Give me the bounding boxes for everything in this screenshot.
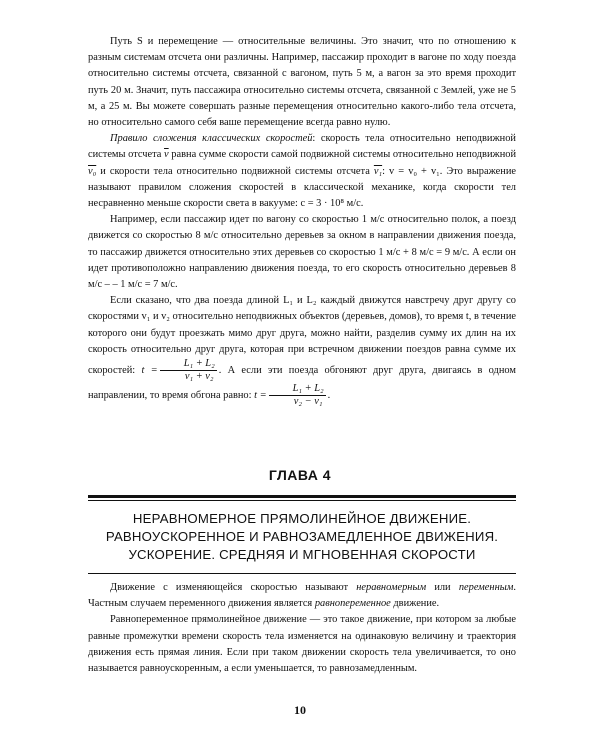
formula-numerator: L₁ + L₂ (269, 383, 326, 396)
paragraph-relative-path: Путь S и перемещение — относительные величины. Это значит, что по отношению к разным системам отсчета они различны. Например, пассажир проходит в вагоне по ходу поезда относительно системы отсчета, связанной с вагоном, путь 5 м, а вагон за это время проходит путь 20 м. Значит, путь пассажира относительно системы отсчета, связанной с Землей, уже не 5 м, а 25 м. Вы можете совершать разные перемещения относительно какого-либо тела отсчета, но относительно самого себя ваше перемещение всегда равно нулю. (88, 36, 516, 129)
body-text-top (88, 34, 516, 408)
formula-t1-fraction (160, 358, 217, 383)
text-fragment: : v = v₀ + v₁. Это выражение называют правилом сложения скоростей в классической механике, когда скорости тел несравненно меньше скорости света в вакууме: c = 3 · 10⁸ м/с. (88, 165, 517, 210)
text-fragment: : скорость тела относительно неподвижной системы отсчета (88, 133, 516, 161)
term-nonuniform: неравномерным (356, 582, 427, 593)
formula-denominator: v₁ + v₂ (184, 371, 214, 383)
divider-thin (88, 500, 516, 501)
paragraph-two-trains (88, 293, 516, 408)
text-fragment: движение. (390, 598, 440, 610)
text-fragment: . А если эти поезда обгоняют друг друга, двигаясь в одном направлении, то время обгона равно: (88, 364, 516, 401)
text-fragment: или (426, 582, 459, 593)
symbol-v1: v₁ (373, 165, 383, 177)
symbol-v0: v₀ (88, 165, 97, 177)
term-variable: переменным (458, 582, 514, 593)
symbol-v: $\overline{v}$ (164, 149, 169, 161)
page-number: 10 (294, 703, 306, 717)
paragraph-velocity-addition (88, 131, 516, 212)
formula-t2-fraction (269, 383, 326, 408)
chapter-title: ГЛАВА 4 (268, 467, 332, 483)
text-fragment: и скорости тела относительно подвижной системы отсчета (96, 165, 374, 177)
body-text-bottom (88, 580, 516, 677)
paragraph-passenger-example: Например, если пассажир идет по вагону со скоростью 1 м/с относительно полок, а поезд движется со скоростью 8 м/с относительно деревьев за окном в направлении движения поезда, то пассажир движется относительно этих деревьев со скоростью 1 м/с + 8 м/с = 9 м/с. А если он идет противоположно направлению движения поезда, то его скорость относительно деревьев 8 м/с – – 1 м/с = 7 м/с. (88, 214, 516, 291)
formula-denominator: v₂ − v₁ (293, 396, 323, 408)
formula-t2-lhs: t = (254, 389, 267, 401)
paragraph-uniformly-variable-definition: Равнопеременное прямолинейное движение — это такое движение, при котором за любые равные промежутки времени скорость тела изменяется на одинаковую величину и траектория движения есть прямая линия. Если при таком движении скорость тела увеличивается, то оно называется равноускоренным, а если уменьшается, то равнозамедленным. (88, 614, 516, 675)
text-fragment: равна сумме скорости самой подвижной системы относительно неподвижной (168, 149, 517, 161)
divider-below-heading (88, 573, 516, 574)
text-fragment: . Частным случаем переменного движения является (88, 582, 516, 610)
text-fragment: Если сказано, что два поезда длиной L₁ и L₂ каждый движутся навстречу друг другу со скоростями v₁ и v₂ относительно неподвижных объектов (деревьев, домов), то время t, в течение которого они будут проезжать мимо друг друга, можно найти, разделив сумму их длин на их скорость относительно друг друга, которая при встречном движении поездов равна сумме их скоростей: (88, 295, 516, 376)
formula-numerator: L₁ + L₂ (160, 358, 217, 371)
divider-thick (88, 495, 516, 498)
formula-t1-lhs: t = (141, 364, 158, 376)
text-fragment: Движение с изменяющейся скоростью называют (110, 582, 357, 593)
paragraph-variable-motion (88, 580, 516, 612)
term-velocity-rule: Правило сложения классических скоростей (110, 133, 313, 145)
chapter-heading: НЕРАВНОМЕРНОЕ ПРЯМОЛИНЕЙНОЕ ДВИЖЕНИЕ. РАВНОУСКОРЕННОЕ И РАВНОЗАМЕДЛЕННОЕ ДВИЖЕНИЯ. УСКОРЕНИЕ. СРЕДНЯЯ И МГНОВЕННАЯ СКОРОСТИ (105, 511, 499, 562)
term-uniformly-variable: равнопеременное (314, 598, 391, 610)
formula-end: . (327, 389, 331, 401)
